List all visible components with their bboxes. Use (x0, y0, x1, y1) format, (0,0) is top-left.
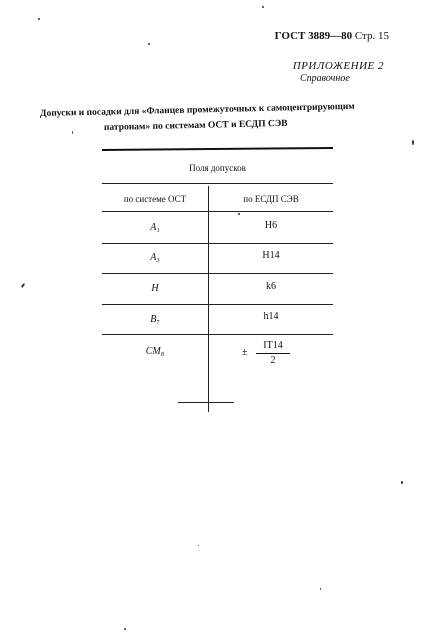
table-group-header: Поля допусков (189, 163, 246, 173)
scan-speck (124, 628, 126, 630)
column-header-esdp: по ЕСДП СЭВ (243, 194, 299, 204)
scan-speck (198, 545, 199, 546)
table-row-rule (102, 273, 333, 274)
scan-speck (401, 481, 403, 484)
table-row-rule (102, 304, 333, 305)
end-rule (178, 402, 234, 403)
table-row: B₇ (150, 314, 160, 325)
fraction-numerator: IT14 (263, 340, 283, 351)
table-top-rule (102, 147, 333, 151)
document-title-line-2: патронам» по системам ОСТ и ЕСДП СЭВ (103, 118, 288, 133)
scan-speck (412, 140, 414, 145)
fraction-bar (256, 353, 290, 354)
scan-speck (238, 213, 240, 215)
table-row: A₃ (150, 252, 160, 263)
tolerance-fraction (242, 340, 302, 368)
appendix-type: Справочное (300, 73, 350, 84)
table-row-rule (102, 334, 333, 335)
page-header (275, 30, 389, 42)
standard-number: ГОСТ 3889—80 (274, 30, 353, 42)
table-row-rule (102, 243, 333, 244)
fraction-denominator: 2 (270, 355, 276, 366)
document-title-line-1: Допуски и посадки для «Фланцев промежуточных к самоцентрирующим (39, 101, 355, 119)
plus-minus-sign: ± (242, 347, 248, 358)
scan-speck (148, 43, 150, 45)
appendix-label: ПРИЛОЖЕНИЕ 2 (292, 60, 384, 72)
scan-speck (21, 283, 26, 288)
table-row: H (151, 283, 159, 294)
scan-speck (38, 18, 40, 20)
scan-speck (320, 588, 321, 590)
table-row: h14 (263, 311, 279, 322)
table-row: H14 (262, 250, 280, 261)
table-row: CM₈ (145, 346, 165, 357)
scan-speck (72, 131, 73, 134)
table-header-rule (102, 183, 333, 184)
table-row: k6 (266, 281, 276, 292)
table-column-header-rule (102, 211, 333, 212)
column-header-ost: по системе ОСТ (123, 194, 187, 204)
scan-speck (262, 6, 264, 8)
table-row: A₁ (150, 222, 160, 233)
table-row: H6 (264, 220, 278, 231)
page-number: Стр. 15 (354, 30, 389, 42)
